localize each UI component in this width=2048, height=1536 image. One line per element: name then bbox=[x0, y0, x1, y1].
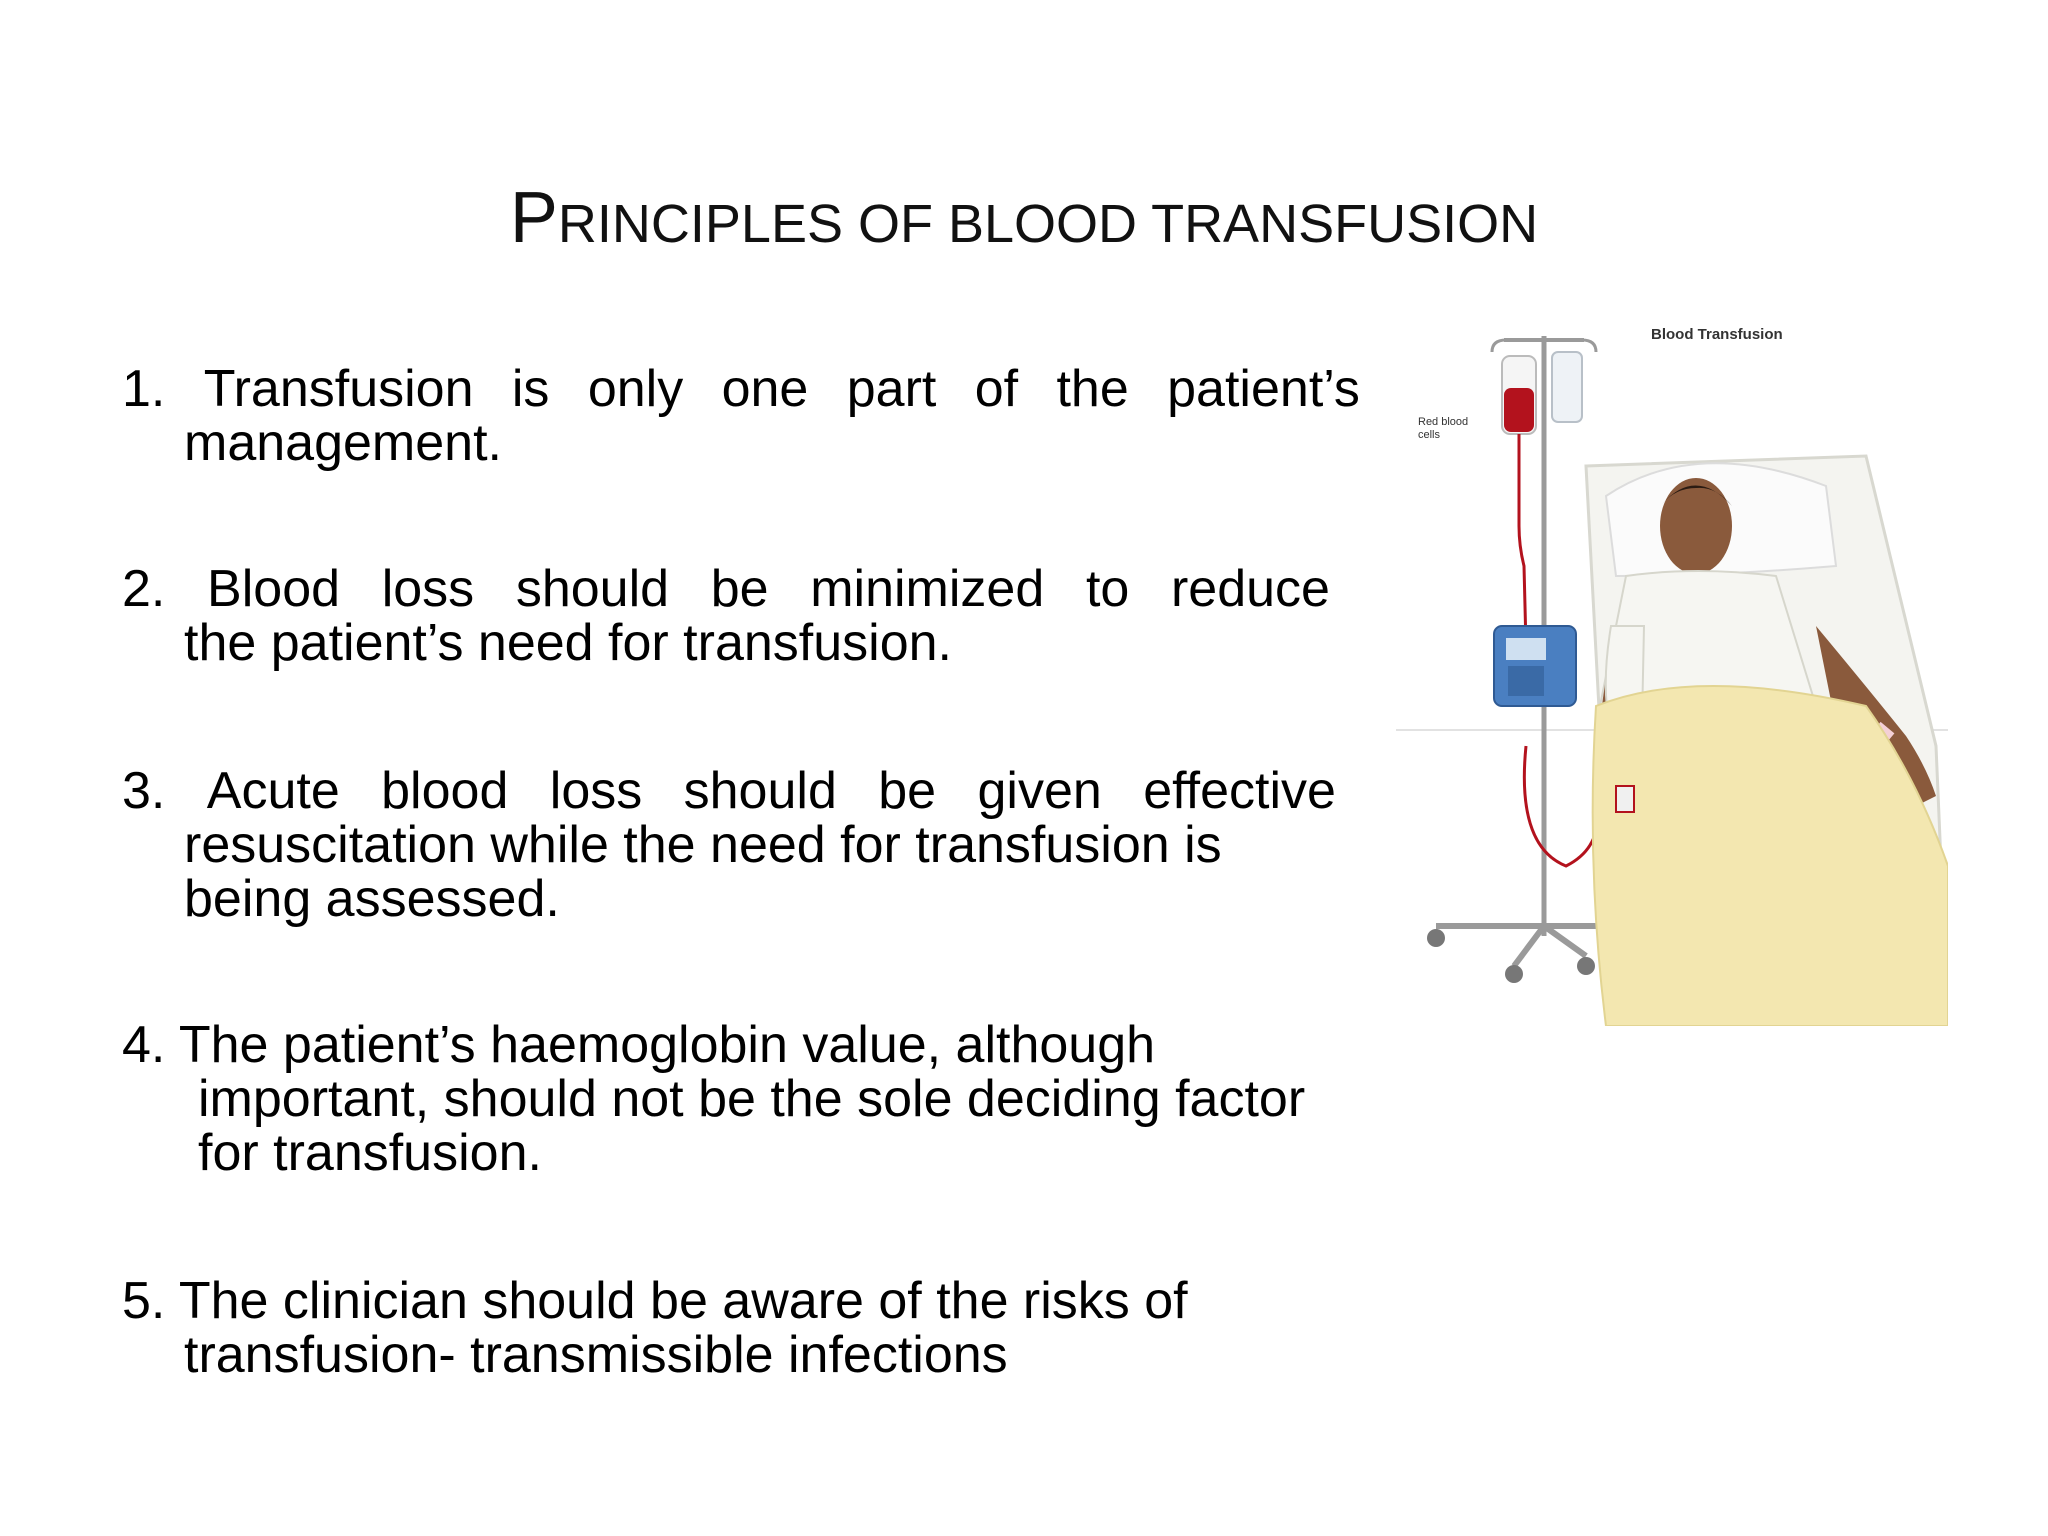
word: loss bbox=[381, 560, 475, 618]
blood-transfusion-illustration bbox=[1396, 326, 1948, 1026]
word: Transfusion bbox=[203, 360, 474, 418]
list-item-line-1 bbox=[122, 764, 1336, 818]
word: 3. bbox=[122, 762, 166, 820]
list-item bbox=[122, 562, 1330, 670]
list-item bbox=[122, 764, 1336, 926]
word: be bbox=[878, 762, 937, 820]
list-item-line-2: transfusion- transmissible infections bbox=[184, 1326, 1008, 1384]
word: loss bbox=[549, 762, 643, 820]
word: only bbox=[587, 360, 684, 418]
word: of bbox=[974, 360, 1019, 418]
list-item-line-3: for transfusion. bbox=[198, 1124, 542, 1182]
word: 1. bbox=[122, 360, 166, 418]
list-item-line-2: important, should not be the sole deciding factor bbox=[198, 1070, 1306, 1128]
list-item bbox=[122, 1018, 1305, 1180]
list-item-line-3: being assessed. bbox=[184, 870, 560, 928]
transfusion-drawing bbox=[1396, 326, 1948, 1026]
slide-title bbox=[0, 178, 2048, 264]
list-item-line-1 bbox=[122, 362, 1360, 416]
word: one bbox=[721, 360, 809, 418]
word: to bbox=[1085, 560, 1130, 618]
word: should bbox=[683, 762, 837, 820]
word: Blood bbox=[207, 560, 341, 618]
list-item bbox=[122, 1274, 1188, 1382]
word: minimized bbox=[810, 560, 1045, 618]
blood-bag-label: Red blood cells bbox=[1418, 416, 1469, 441]
blood-bag bbox=[1502, 356, 1536, 434]
word: Acute bbox=[206, 762, 340, 820]
word: given bbox=[977, 762, 1102, 820]
list-item-line-1 bbox=[122, 562, 1330, 616]
word: patient’s bbox=[1167, 360, 1360, 418]
list-item bbox=[122, 362, 1360, 470]
word: reduce bbox=[1170, 560, 1330, 618]
illustration-title: Blood Transfusion bbox=[1651, 326, 1783, 343]
word: is bbox=[511, 360, 550, 418]
list-item-line-2: the patient’s need for transfusion. bbox=[184, 614, 952, 672]
list-item-line-1: 4. The patient’s haemoglobin value, although bbox=[122, 1016, 1156, 1074]
word: be bbox=[710, 560, 769, 618]
word: should bbox=[515, 560, 670, 618]
word: the bbox=[1056, 360, 1129, 418]
word: part bbox=[846, 360, 937, 418]
word: effective bbox=[1143, 762, 1336, 820]
word: blood bbox=[381, 762, 509, 820]
list-item-line-2: resuscitation while the need for transfusion is bbox=[184, 816, 1222, 874]
list-item-line-1: 5. The clinician should be aware of the risks of bbox=[122, 1272, 1188, 1330]
title-rest: RINCIPLES OF BLOOD TRANSFUSION bbox=[557, 194, 1539, 254]
title-first-letter: P bbox=[509, 178, 558, 258]
list-item-line-2: management. bbox=[184, 414, 502, 472]
word: 2. bbox=[122, 560, 166, 618]
infusion-pump bbox=[1494, 626, 1576, 706]
